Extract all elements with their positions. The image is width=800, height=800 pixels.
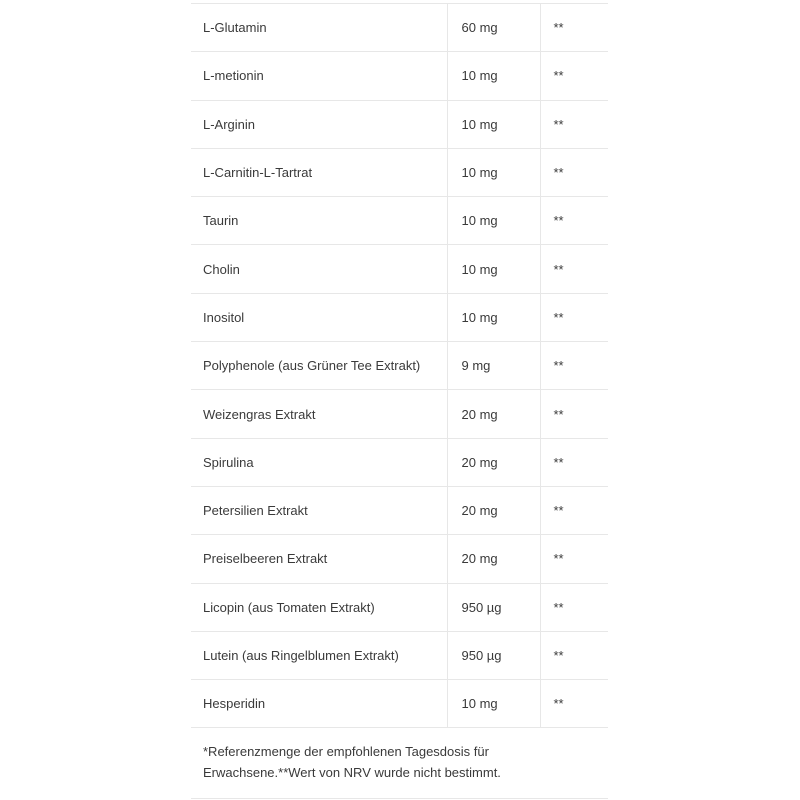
ingredient-amount: 10 mg <box>447 52 540 100</box>
ingredient-nrv: ** <box>540 4 608 52</box>
ingredient-name: Preiselbeeren Extrakt <box>191 535 447 583</box>
ingredient-nrv: ** <box>540 535 608 583</box>
table-row <box>191 245 608 293</box>
table-row <box>191 438 608 486</box>
footnote <box>191 731 608 799</box>
ingredient-name: Lutein (aus Ringelblumen Extrakt) <box>191 631 447 679</box>
footnote-line-2: Erwachsene.**Wert von NRV wurde nicht bestimmt. <box>203 765 501 780</box>
ingredient-nrv: ** <box>540 293 608 341</box>
ingredient-amount: 20 mg <box>447 390 540 438</box>
ingredient-name: Taurin <box>191 197 447 245</box>
ingredient-amount: 10 mg <box>447 293 540 341</box>
ingredient-name: Petersilien Extrakt <box>191 486 447 534</box>
ingredient-amount: 10 mg <box>447 148 540 196</box>
nutrition-table <box>191 3 608 728</box>
ingredient-amount: 950 µg <box>447 583 540 631</box>
ingredient-name: Inositol <box>191 293 447 341</box>
table-row <box>191 631 608 679</box>
table-row <box>191 293 608 341</box>
ingredient-amount: 10 mg <box>447 197 540 245</box>
ingredient-nrv: ** <box>540 342 608 390</box>
table-row <box>191 4 608 52</box>
ingredient-name: L-Carnitin-L-Tartrat <box>191 148 447 196</box>
ingredient-amount: 20 mg <box>447 438 540 486</box>
ingredient-nrv: ** <box>540 390 608 438</box>
ingredient-name: L-Glutamin <box>191 4 447 52</box>
ingredient-amount: 20 mg <box>447 486 540 534</box>
table-row <box>191 148 608 196</box>
table-row <box>191 680 608 728</box>
ingredient-amount: 9 mg <box>447 342 540 390</box>
table-row <box>191 486 608 534</box>
ingredient-nrv: ** <box>540 583 608 631</box>
footnote-line-1: *Referenzmenge der empfohlenen Tagesdosis für <box>203 744 489 759</box>
ingredient-name: Hesperidin <box>191 680 447 728</box>
ingredient-nrv: ** <box>540 197 608 245</box>
ingredient-name: Licopin (aus Tomaten Extrakt) <box>191 583 447 631</box>
ingredient-name: Spirulina <box>191 438 447 486</box>
ingredient-name: Cholin <box>191 245 447 293</box>
ingredient-name: L-metionin <box>191 52 447 100</box>
table-row <box>191 390 608 438</box>
ingredient-name: Weizengras Extrakt <box>191 390 447 438</box>
ingredient-amount: 60 mg <box>447 4 540 52</box>
table-row <box>191 342 608 390</box>
ingredient-nrv: ** <box>540 631 608 679</box>
ingredient-amount: 950 µg <box>447 631 540 679</box>
table-row <box>191 535 608 583</box>
ingredient-name: Polyphenole (aus Grüner Tee Extrakt) <box>191 342 447 390</box>
table-row <box>191 52 608 100</box>
ingredient-nrv: ** <box>540 438 608 486</box>
ingredient-nrv: ** <box>540 486 608 534</box>
ingredient-amount: 10 mg <box>447 100 540 148</box>
table-row <box>191 583 608 631</box>
ingredient-nrv: ** <box>540 148 608 196</box>
table-row <box>191 100 608 148</box>
ingredient-nrv: ** <box>540 245 608 293</box>
ingredient-amount: 10 mg <box>447 680 540 728</box>
ingredient-amount: 20 mg <box>447 535 540 583</box>
ingredient-name: L-Arginin <box>191 100 447 148</box>
table-body <box>191 4 608 728</box>
ingredient-nrv: ** <box>540 100 608 148</box>
ingredient-amount: 10 mg <box>447 245 540 293</box>
ingredient-nrv: ** <box>540 52 608 100</box>
ingredient-nrv: ** <box>540 680 608 728</box>
table-row <box>191 197 608 245</box>
